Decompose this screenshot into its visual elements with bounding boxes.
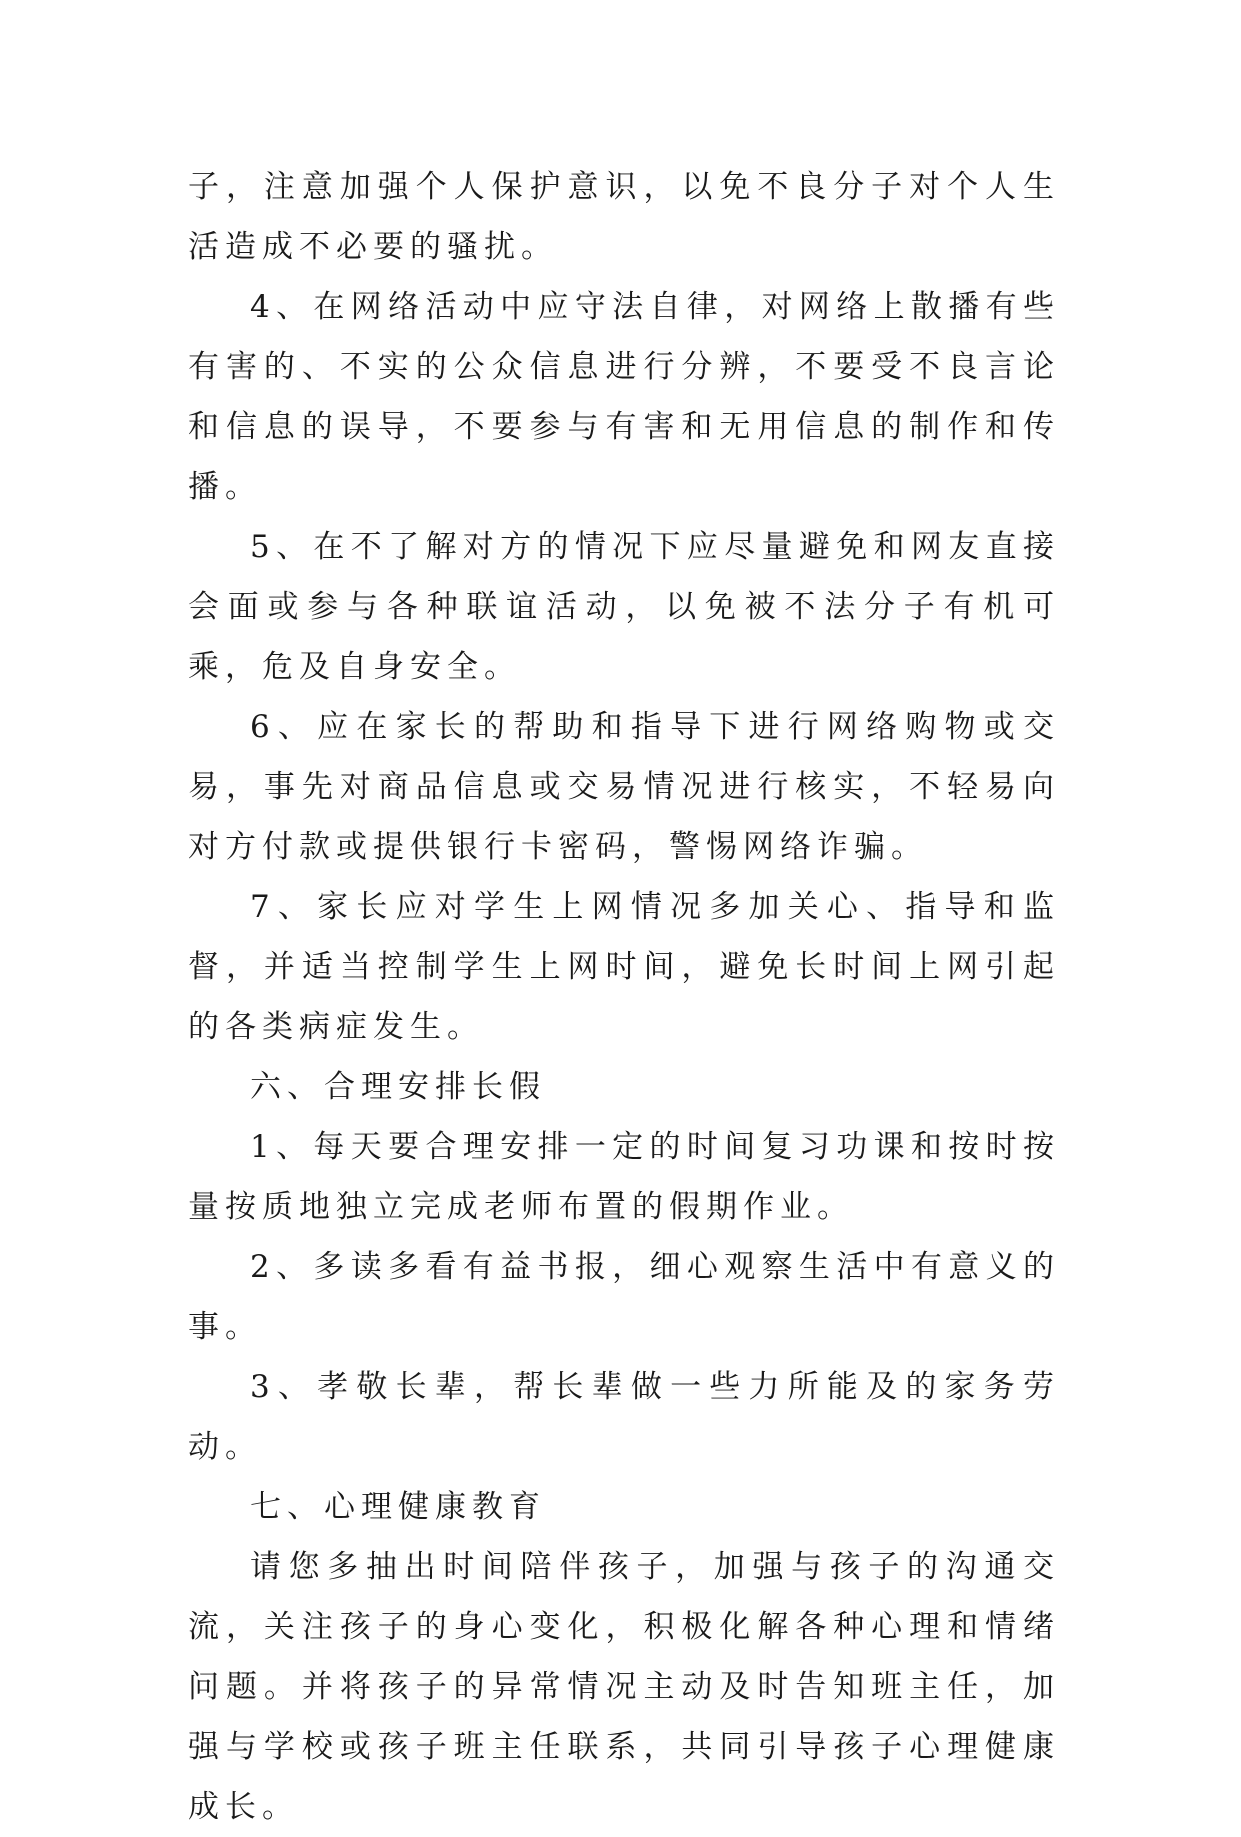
paragraph-section6-item-1: 1、每天要合理安排一定的时间复习功课和按时按量按质地独立完成老师布置的假期作业。 — [188, 1129, 1060, 1225]
paragraph-item-4: 4、在网络活动中应守法自律，对网络上散播有些有害的、不实的公众信息进行分辨，不要受不良言论和信息的误导，不要参与有害和无用信息的制作和传播。 — [188, 289, 1060, 505]
section-heading-6: 六、合理安排长假 — [250, 1069, 546, 1105]
paragraph-section6-item-3: 3、孝敬长辈，帮长辈做一些力所能及的家务劳动。 — [188, 1369, 1060, 1465]
section-heading-7: 七、心理健康教育 — [250, 1489, 546, 1525]
paragraph-section6-item-2: 2、多读多看有益书报，细心观察生活中有意义的事。 — [188, 1249, 1060, 1345]
document-body — [188, 157, 1060, 1837]
paragraph-section7-body: 请您多抽出时间陪伴孩子，加强与孩子的沟通交流，关注孩子的身心变化，积极化解各种心理和情绪问题。并将孩子的异常情况主动及时告知班主任，加强与学校或孩子班主任联系，共同引导孩子心理健康成长。 — [188, 1549, 1060, 1825]
paragraph-continuation: 子，注意加强个人保护意识，以免不良分子对个人生活造成不必要的骚扰。 — [188, 169, 1060, 265]
paragraph-item-6: 6、应在家长的帮助和指导下进行网络购物或交易，事先对商品信息或交易情况进行核实，不轻易向对方付款或提供银行卡密码，警惕网络诈骗。 — [188, 709, 1060, 865]
paragraph-item-5: 5、在不了解对方的情况下应尽量避免和网友直接会面或参与各种联谊活动，以免被不法分子有机可乘，危及自身安全。 — [188, 529, 1060, 685]
paragraph-item-7: 7、家长应对学生上网情况多加关心、指导和监督，并适当控制学生上网时间，避免长时间上网引起的各类病症发生。 — [188, 889, 1060, 1045]
